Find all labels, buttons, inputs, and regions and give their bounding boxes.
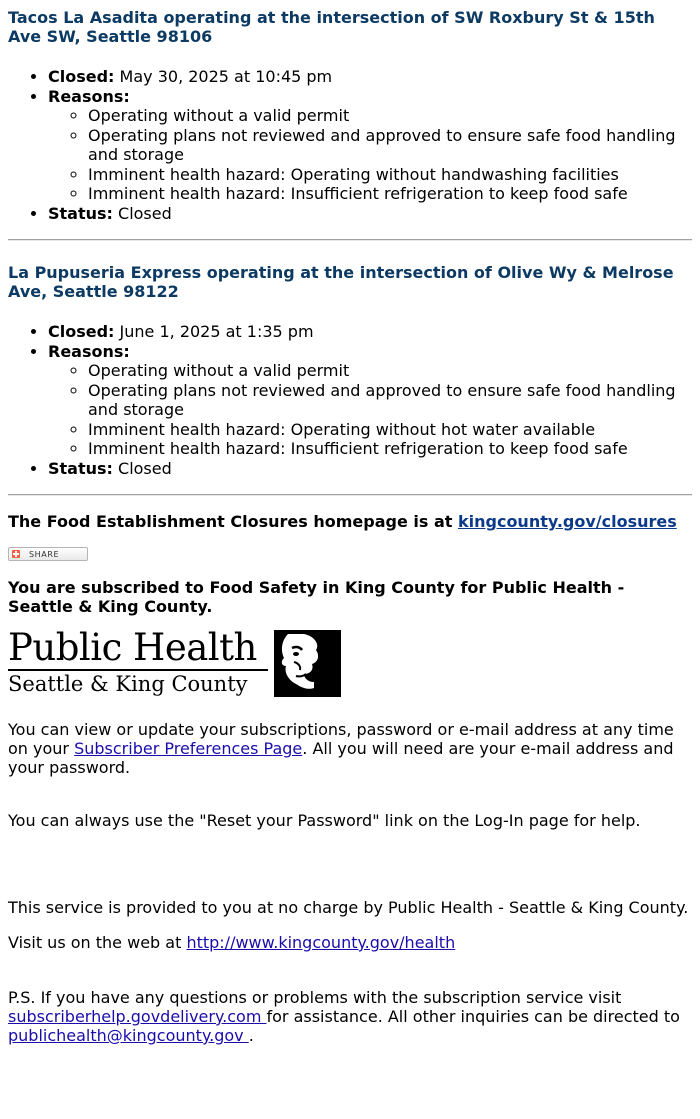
status-item (48, 204, 692, 224)
preferences-text-before: You can view or update your subscriptions, password or e-mail address at any time on your (8, 720, 674, 758)
reason-item: ◦ Imminent health hazard: Operating without hot water available (88, 420, 692, 440)
closures-homepage-link[interactable]: kingcounty.gov/closures (457, 512, 677, 531)
ps-text-3: . (248, 1026, 254, 1045)
closed-value: June 1, 2025 at 1:35 pm (114, 322, 314, 341)
closure-details (8, 67, 692, 223)
reasons-label: Reasons: (48, 341, 130, 361)
service-paragraph: This service is provided to you at no charge by Public Health - Seattle & King County. (8, 898, 689, 917)
homepage-text: The Food Establishment Closures homepage is at (8, 512, 458, 531)
preferences-text-after: . All you will need are your e-mail address and your password. (8, 739, 674, 777)
divider (8, 494, 692, 496)
subscription-notice: You are subscribed to Food Safety in King County for Public Health - Seattle & King County. (8, 578, 625, 616)
reason-item: ◦ Imminent health hazard: Operating without handwashing facilities (88, 165, 692, 185)
closure-title: Tacos La Asadita operating at the intersection of SW Roxbury St & 15th Ave SW, Seattle 98106 (8, 8, 655, 46)
reason-item: ◦ Operating without a valid permit (88, 361, 692, 381)
logo-subtitle: Seattle & King County (8, 672, 248, 696)
status-item (48, 459, 692, 479)
reason-item: ◦ Imminent health hazard: Insufficient refrigeration to keep food safe (88, 184, 692, 204)
reason-item: ◦ Operating plans not reviewed and approved to ensure safe food handling and storage (88, 381, 692, 420)
closure-title: La Pupuseria Express operating at the intersection of Olive Wy & Melrose Ave, Seattle 98122 (8, 263, 674, 301)
kingcounty-health-link[interactable]: http://www.kingcounty.gov/health (186, 933, 456, 952)
closed-date-item (48, 67, 692, 87)
status-label: Status: (48, 203, 113, 223)
preferences-paragraph (8, 720, 692, 777)
reasons-list (48, 106, 692, 204)
ps-text-1: P.S. If you have any questions or problems with the subscription service visit (8, 988, 622, 1007)
reasons-item (48, 342, 692, 459)
status-value: Closed (112, 203, 172, 223)
reason-item: ◦ Imminent health hazard: Insufficient refrigeration to keep food safe (88, 439, 692, 459)
email-body (8, 8, 692, 1045)
visit-text: Visit us on the web at (8, 933, 187, 952)
closed-date-item (48, 322, 692, 342)
reasons-item (48, 87, 692, 204)
subscriber-preferences-link[interactable]: Subscriber Preferences Page (74, 739, 303, 758)
reasons-label: Reasons: (48, 86, 130, 106)
status-value: Closed (112, 458, 172, 478)
closed-value: May 30, 2025 at 10:45 pm (114, 67, 333, 86)
closure-details (8, 322, 692, 478)
reason-item: ◦ Operating plans not reviewed and approved to ensure safe food handling and storage (88, 126, 692, 165)
ps-text-2: for assistance. All other inquiries can be directed to (266, 1007, 680, 1026)
plus-share-icon (12, 550, 20, 558)
reasons-list (48, 361, 692, 459)
reset-password-paragraph: You can always use the "Reset your Password" link on the Log-In page for help. (8, 811, 641, 830)
face-silhouette-icon (274, 630, 341, 697)
closed-label: Closed: (48, 67, 115, 86)
publichealth-email-link[interactable]: publichealth@kingcounty.gov (8, 1026, 249, 1045)
public-health-logo (8, 626, 348, 700)
share-label: SHARE (29, 549, 60, 559)
share-button[interactable] (8, 547, 88, 561)
closure-entry (8, 263, 692, 478)
closure-entry (8, 8, 692, 223)
logo-title: Public Health (8, 626, 257, 669)
closures-homepage-line (8, 512, 692, 531)
status-label: Status: (48, 458, 113, 478)
reason-item: ◦ Operating without a valid permit (88, 106, 692, 126)
subscriber-help-link[interactable]: subscriberhelp.govdelivery.com (8, 1007, 267, 1026)
ps-paragraph (8, 988, 692, 1045)
visit-paragraph (8, 933, 692, 952)
closed-label: Closed: (48, 322, 115, 341)
divider (8, 239, 692, 241)
